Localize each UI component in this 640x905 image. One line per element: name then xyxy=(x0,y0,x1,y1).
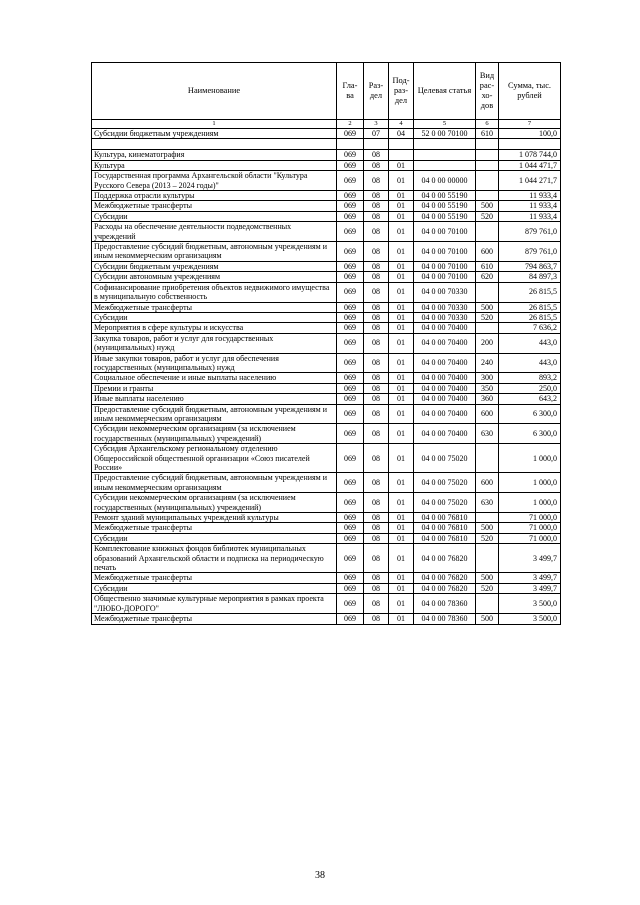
cell-podrazdel: 01 xyxy=(389,404,414,424)
budget-table xyxy=(91,62,561,625)
cell-podrazdel: 01 xyxy=(389,353,414,373)
cell-podrazdel: 01 xyxy=(389,544,414,573)
cell-vid xyxy=(476,160,499,170)
cell-name: Субсидия Архангельскому региональному отделению Общероссийской общественной организации «Союз писателей России» xyxy=(92,444,337,473)
table-row xyxy=(92,353,561,373)
cell-glava: 069 xyxy=(337,222,364,242)
cell-podrazdel: 01 xyxy=(389,394,414,404)
cell-name: Предоставление субсидий бюджетным, автономным учреждениям и иным некоммерческим организациям xyxy=(92,242,337,262)
cell-glava: 069 xyxy=(337,404,364,424)
cell-target: 04 0 00 76820 xyxy=(414,544,476,573)
cell-vid: 600 xyxy=(476,473,499,493)
cell-razdel: 08 xyxy=(364,171,389,191)
cell-podrazdel: 01 xyxy=(389,523,414,533)
cell-sum: 26 815,5 xyxy=(499,312,561,322)
header-sum: Сумма, тыс. рублей xyxy=(499,63,561,120)
cell-sum: 84 897,3 xyxy=(499,272,561,282)
cell-target: 04 0 00 70100 xyxy=(414,242,476,262)
cell-glava: 069 xyxy=(337,261,364,271)
cell-vid: 500 xyxy=(476,302,499,312)
cell-target: 04 0 00 75020 xyxy=(414,473,476,493)
cell-razdel: 08 xyxy=(364,583,389,593)
cell-target: 04 0 00 70400 xyxy=(414,383,476,393)
column-number: 5 xyxy=(414,120,476,129)
cell-razdel: 08 xyxy=(364,333,389,353)
cell-podrazdel: 04 xyxy=(389,129,414,139)
cell-sum: 794 863,7 xyxy=(499,261,561,271)
header-name: Наименование xyxy=(92,63,337,120)
cell-target: 04 0 00 70100 xyxy=(414,222,476,242)
cell-vid: 630 xyxy=(476,424,499,444)
cell-sum: 71 000,0 xyxy=(499,523,561,533)
cell-target: 04 0 00 70330 xyxy=(414,302,476,312)
cell-sum: 11 933,4 xyxy=(499,191,561,201)
cell-glava: 069 xyxy=(337,523,364,533)
cell-name: Иные закупки товаров, работ и услуг для обеспечения государственных (муниципальных) нужд xyxy=(92,353,337,373)
header-podrazdel: Под-раз-дел xyxy=(389,63,414,120)
cell-vid xyxy=(476,513,499,523)
cell-target: 04 0 00 70330 xyxy=(414,312,476,322)
cell-sum: 71 000,0 xyxy=(499,533,561,543)
cell-vid: 610 xyxy=(476,261,499,271)
cell-razdel: 08 xyxy=(364,353,389,373)
cell-glava xyxy=(337,139,364,150)
cell-vid: 200 xyxy=(476,333,499,353)
table-row xyxy=(92,513,561,523)
cell-sum: 879 761,0 xyxy=(499,222,561,242)
cell-podrazdel: 01 xyxy=(389,533,414,543)
cell-razdel: 08 xyxy=(364,222,389,242)
cell-sum: 26 815,5 xyxy=(499,282,561,302)
cell-vid: 240 xyxy=(476,353,499,373)
cell-razdel: 08 xyxy=(364,473,389,493)
cell-target: 04 0 00 70100 xyxy=(414,261,476,271)
cell-target: 52 0 00 70100 xyxy=(414,129,476,139)
cell-glava: 069 xyxy=(337,424,364,444)
column-number: 6 xyxy=(476,120,499,129)
cell-glava: 069 xyxy=(337,191,364,201)
cell-name: Межбюджетные трансферты xyxy=(92,302,337,312)
cell-name: Социальное обеспечение и иные выплаты населению xyxy=(92,373,337,383)
budget-document xyxy=(91,62,560,625)
cell-target: 04 0 00 70400 xyxy=(414,333,476,353)
cell-vid: 500 xyxy=(476,523,499,533)
cell-glava: 069 xyxy=(337,150,364,160)
cell-target: 04 0 00 70400 xyxy=(414,323,476,333)
cell-razdel: 08 xyxy=(364,544,389,573)
cell-glava: 069 xyxy=(337,312,364,322)
cell-sum: 3 500,0 xyxy=(499,614,561,624)
cell-name: Ремонт зданий муниципальных учреждений культуры xyxy=(92,513,337,523)
cell-podrazdel: 01 xyxy=(389,473,414,493)
cell-razdel: 08 xyxy=(364,191,389,201)
cell-name: Общественно значимые культурные мероприятия в рамках проекта "ЛЮБО-ДОРОГО" xyxy=(92,594,337,614)
cell-razdel: 08 xyxy=(364,272,389,282)
cell-vid: 360 xyxy=(476,394,499,404)
cell-glava: 069 xyxy=(337,573,364,583)
cell-razdel xyxy=(364,139,389,150)
cell-glava: 069 xyxy=(337,444,364,473)
table-row xyxy=(92,404,561,424)
cell-podrazdel: 01 xyxy=(389,583,414,593)
table-row xyxy=(92,523,561,533)
table-row xyxy=(92,272,561,282)
table-row xyxy=(92,383,561,393)
table-row xyxy=(92,282,561,302)
table-header-row xyxy=(92,63,561,120)
table-row xyxy=(92,373,561,383)
cell-name xyxy=(92,139,337,150)
cell-podrazdel: 01 xyxy=(389,261,414,271)
cell-target: 04 0 00 55190 xyxy=(414,211,476,221)
cell-target: 04 0 00 70100 xyxy=(414,272,476,282)
cell-razdel: 08 xyxy=(364,323,389,333)
table-row xyxy=(92,150,561,160)
cell-name: Предоставление субсидий бюджетным, автономным учреждениям и иным некоммерческим организациям xyxy=(92,404,337,424)
cell-sum: 250,0 xyxy=(499,383,561,393)
column-number-row xyxy=(92,120,561,129)
cell-vid: 520 xyxy=(476,533,499,543)
cell-vid xyxy=(476,191,499,201)
cell-name: Софинансирование приобретения объектов недвижимого имущества в муниципальную собственность xyxy=(92,282,337,302)
cell-target: 04 0 00 76810 xyxy=(414,523,476,533)
cell-sum: 3 500,0 xyxy=(499,594,561,614)
cell-razdel: 08 xyxy=(364,211,389,221)
cell-name: Межбюджетные трансферты xyxy=(92,614,337,624)
cell-glava: 069 xyxy=(337,282,364,302)
cell-glava: 069 xyxy=(337,373,364,383)
cell-glava: 069 xyxy=(337,583,364,593)
cell-name: Премии и гранты xyxy=(92,383,337,393)
cell-sum: 443,0 xyxy=(499,333,561,353)
cell-sum: 71 000,0 xyxy=(499,513,561,523)
cell-target: 04 0 00 76810 xyxy=(414,533,476,543)
cell-sum: 7 636,2 xyxy=(499,323,561,333)
cell-vid: 500 xyxy=(476,614,499,624)
cell-podrazdel: 01 xyxy=(389,333,414,353)
cell-target: 04 0 00 76820 xyxy=(414,573,476,583)
cell-vid xyxy=(476,323,499,333)
table-row xyxy=(92,544,561,573)
cell-razdel: 08 xyxy=(364,201,389,211)
cell-target: 04 0 00 00000 xyxy=(414,171,476,191)
cell-glava: 069 xyxy=(337,594,364,614)
cell-sum: 11 933,4 xyxy=(499,211,561,221)
cell-name: Субсидии бюджетным учреждениям xyxy=(92,261,337,271)
cell-glava: 069 xyxy=(337,544,364,573)
cell-sum: 1 044 471,7 xyxy=(499,160,561,170)
cell-name: Государственная программа Архангельской области "Культура Русского Севера (2013 – 2024 годы)" xyxy=(92,171,337,191)
cell-vid: 610 xyxy=(476,129,499,139)
cell-razdel: 08 xyxy=(364,424,389,444)
cell-podrazdel: 01 xyxy=(389,211,414,221)
cell-glava: 069 xyxy=(337,242,364,262)
cell-vid: 520 xyxy=(476,583,499,593)
cell-razdel: 08 xyxy=(364,160,389,170)
table-row xyxy=(92,261,561,271)
cell-razdel: 08 xyxy=(364,594,389,614)
cell-sum: 443,0 xyxy=(499,353,561,373)
cell-sum: 11 933,4 xyxy=(499,201,561,211)
header-vid: Вид рас-хо-дов xyxy=(476,63,499,120)
cell-glava: 069 xyxy=(337,323,364,333)
cell-sum: 3 499,7 xyxy=(499,573,561,583)
cell-name: Субсидии xyxy=(92,312,337,322)
cell-sum: 1 000,0 xyxy=(499,473,561,493)
cell-vid: 600 xyxy=(476,242,499,262)
cell-podrazdel xyxy=(389,150,414,160)
cell-sum xyxy=(499,139,561,150)
cell-name: Субсидии некоммерческим организациям (за исключением государственных (муниципальных) учреждений) xyxy=(92,493,337,513)
cell-target: 04 0 00 78360 xyxy=(414,594,476,614)
cell-podrazdel: 01 xyxy=(389,201,414,211)
table-row xyxy=(92,201,561,211)
cell-name: Комплектование книжных фондов библиотек муниципальных образований Архангельской области и подписка на периодическую печать xyxy=(92,544,337,573)
cell-razdel: 08 xyxy=(364,302,389,312)
cell-target: 04 0 00 55190 xyxy=(414,191,476,201)
cell-razdel: 07 xyxy=(364,129,389,139)
cell-glava: 069 xyxy=(337,272,364,282)
cell-glava: 069 xyxy=(337,201,364,211)
table-row xyxy=(92,129,561,139)
cell-podrazdel: 01 xyxy=(389,573,414,583)
cell-podrazdel: 01 xyxy=(389,513,414,523)
cell-razdel: 08 xyxy=(364,312,389,322)
cell-name: Расходы на обеспечение деятельности подведомственных учреждений xyxy=(92,222,337,242)
cell-vid xyxy=(476,139,499,150)
cell-razdel: 08 xyxy=(364,394,389,404)
cell-razdel: 08 xyxy=(364,513,389,523)
cell-podrazdel: 01 xyxy=(389,444,414,473)
cell-podrazdel: 01 xyxy=(389,424,414,444)
cell-podrazdel: 01 xyxy=(389,614,414,624)
cell-sum: 879 761,0 xyxy=(499,242,561,262)
cell-sum: 1 000,0 xyxy=(499,444,561,473)
cell-vid xyxy=(476,171,499,191)
cell-name: Иные выплаты населению xyxy=(92,394,337,404)
cell-sum: 3 499,7 xyxy=(499,583,561,593)
table-row xyxy=(92,222,561,242)
cell-podrazdel: 01 xyxy=(389,242,414,262)
cell-target xyxy=(414,160,476,170)
table-row xyxy=(92,533,561,543)
cell-podrazdel: 01 xyxy=(389,323,414,333)
cell-name: Субсидии некоммерческим организациям (за исключением государственных (муниципальных) учреждений) xyxy=(92,424,337,444)
cell-name: Мероприятия в сфере культуры и искусства xyxy=(92,323,337,333)
cell-sum: 1 078 744,0 xyxy=(499,150,561,160)
cell-name: Субсидии xyxy=(92,533,337,543)
column-number: 1 xyxy=(92,120,337,129)
cell-target: 04 0 00 76810 xyxy=(414,513,476,523)
table-row xyxy=(92,594,561,614)
cell-target: 04 0 00 76820 xyxy=(414,583,476,593)
column-number: 3 xyxy=(364,120,389,129)
header-glava: Гла-ва xyxy=(337,63,364,120)
cell-name: Субсидии автономным учреждениям xyxy=(92,272,337,282)
cell-vid: 630 xyxy=(476,493,499,513)
table-row xyxy=(92,302,561,312)
cell-podrazdel xyxy=(389,139,414,150)
table-row xyxy=(92,211,561,221)
cell-sum: 893,2 xyxy=(499,373,561,383)
table-row xyxy=(92,323,561,333)
cell-podrazdel: 01 xyxy=(389,312,414,322)
cell-razdel: 08 xyxy=(364,282,389,302)
column-number: 7 xyxy=(499,120,561,129)
cell-vid: 500 xyxy=(476,201,499,211)
cell-podrazdel: 01 xyxy=(389,191,414,201)
cell-podrazdel: 01 xyxy=(389,594,414,614)
cell-name: Субсидии xyxy=(92,211,337,221)
column-number: 2 xyxy=(337,120,364,129)
cell-target: 04 0 00 78360 xyxy=(414,614,476,624)
table-row xyxy=(92,493,561,513)
cell-vid: 520 xyxy=(476,211,499,221)
page-number: 38 xyxy=(315,870,325,881)
cell-sum: 100,0 xyxy=(499,129,561,139)
cell-glava: 069 xyxy=(337,302,364,312)
table-row xyxy=(92,614,561,624)
cell-name: Межбюджетные трансферты xyxy=(92,523,337,533)
cell-podrazdel: 01 xyxy=(389,373,414,383)
cell-glava: 069 xyxy=(337,533,364,543)
cell-sum: 3 499,7 xyxy=(499,544,561,573)
cell-podrazdel: 01 xyxy=(389,383,414,393)
cell-glava: 069 xyxy=(337,211,364,221)
cell-podrazdel: 01 xyxy=(389,302,414,312)
table-row xyxy=(92,573,561,583)
cell-razdel: 08 xyxy=(364,533,389,543)
cell-vid xyxy=(476,444,499,473)
cell-vid xyxy=(476,222,499,242)
cell-target: 04 0 00 70400 xyxy=(414,404,476,424)
cell-name: Субсидии xyxy=(92,583,337,593)
cell-sum: 1 044 271,7 xyxy=(499,171,561,191)
table-row xyxy=(92,473,561,493)
table-row xyxy=(92,333,561,353)
cell-razdel: 08 xyxy=(364,404,389,424)
cell-vid: 500 xyxy=(476,573,499,583)
cell-vid: 350 xyxy=(476,383,499,393)
table-row xyxy=(92,312,561,322)
cell-glava: 069 xyxy=(337,353,364,373)
cell-razdel: 08 xyxy=(364,242,389,262)
cell-vid: 620 xyxy=(476,272,499,282)
cell-target xyxy=(414,139,476,150)
table-row xyxy=(92,171,561,191)
cell-podrazdel: 01 xyxy=(389,160,414,170)
cell-name: Предоставление субсидий бюджетным, автономным учреждениям и иным некоммерческим организациям xyxy=(92,473,337,493)
cell-sum: 26 815,5 xyxy=(499,302,561,312)
cell-podrazdel: 01 xyxy=(389,493,414,513)
cell-glava: 069 xyxy=(337,513,364,523)
cell-name: Межбюджетные трансферты xyxy=(92,573,337,583)
cell-name: Поддержка отрасли культуры xyxy=(92,191,337,201)
cell-razdel: 08 xyxy=(364,383,389,393)
cell-name: Культура, кинематография xyxy=(92,150,337,160)
cell-vid: 600 xyxy=(476,404,499,424)
cell-name: Субсидии бюджетным учреждениям xyxy=(92,129,337,139)
cell-glava: 069 xyxy=(337,333,364,353)
cell-glava: 069 xyxy=(337,129,364,139)
cell-podrazdel: 01 xyxy=(389,272,414,282)
cell-podrazdel: 01 xyxy=(389,282,414,302)
table-row xyxy=(92,160,561,170)
cell-glava: 069 xyxy=(337,473,364,493)
cell-podrazdel: 01 xyxy=(389,171,414,191)
cell-vid xyxy=(476,150,499,160)
cell-glava: 069 xyxy=(337,394,364,404)
cell-razdel: 08 xyxy=(364,523,389,533)
header-razdel: Раз-дел xyxy=(364,63,389,120)
cell-target: 04 0 00 70400 xyxy=(414,373,476,383)
cell-target xyxy=(414,150,476,160)
cell-vid: 520 xyxy=(476,312,499,322)
cell-vid xyxy=(476,544,499,573)
cell-razdel: 08 xyxy=(364,261,389,271)
cell-target: 04 0 00 70330 xyxy=(414,282,476,302)
cell-target: 04 0 00 75020 xyxy=(414,444,476,473)
table-row xyxy=(92,242,561,262)
cell-razdel: 08 xyxy=(364,573,389,583)
cell-glava: 069 xyxy=(337,171,364,191)
header-target: Целевая статья xyxy=(414,63,476,120)
cell-target: 04 0 00 75020 xyxy=(414,493,476,513)
cell-glava: 069 xyxy=(337,160,364,170)
column-number: 4 xyxy=(389,120,414,129)
cell-target: 04 0 00 70400 xyxy=(414,424,476,444)
table-row xyxy=(92,583,561,593)
cell-name: Закупка товаров, работ и услуг для государственных (муниципальных) нужд xyxy=(92,333,337,353)
cell-razdel: 08 xyxy=(364,150,389,160)
cell-vid xyxy=(476,594,499,614)
cell-sum: 1 000,0 xyxy=(499,493,561,513)
cell-vid: 300 xyxy=(476,373,499,383)
cell-glava: 069 xyxy=(337,614,364,624)
table-row xyxy=(92,191,561,201)
cell-target: 04 0 00 55190 xyxy=(414,201,476,211)
table-body xyxy=(92,129,561,625)
cell-sum: 643,2 xyxy=(499,394,561,404)
cell-sum: 6 300,0 xyxy=(499,424,561,444)
cell-glava: 069 xyxy=(337,493,364,513)
cell-target: 04 0 00 70400 xyxy=(414,353,476,373)
cell-glava: 069 xyxy=(337,383,364,393)
cell-target: 04 0 00 70400 xyxy=(414,394,476,404)
table-row xyxy=(92,394,561,404)
cell-name: Межбюджетные трансферты xyxy=(92,201,337,211)
cell-vid xyxy=(476,282,499,302)
table-row xyxy=(92,139,561,150)
cell-razdel: 08 xyxy=(364,493,389,513)
table-row xyxy=(92,444,561,473)
cell-name: Культура xyxy=(92,160,337,170)
cell-podrazdel: 01 xyxy=(389,222,414,242)
cell-razdel: 08 xyxy=(364,373,389,383)
table-row xyxy=(92,424,561,444)
cell-sum: 6 300,0 xyxy=(499,404,561,424)
cell-razdel: 08 xyxy=(364,444,389,473)
cell-razdel: 08 xyxy=(364,614,389,624)
